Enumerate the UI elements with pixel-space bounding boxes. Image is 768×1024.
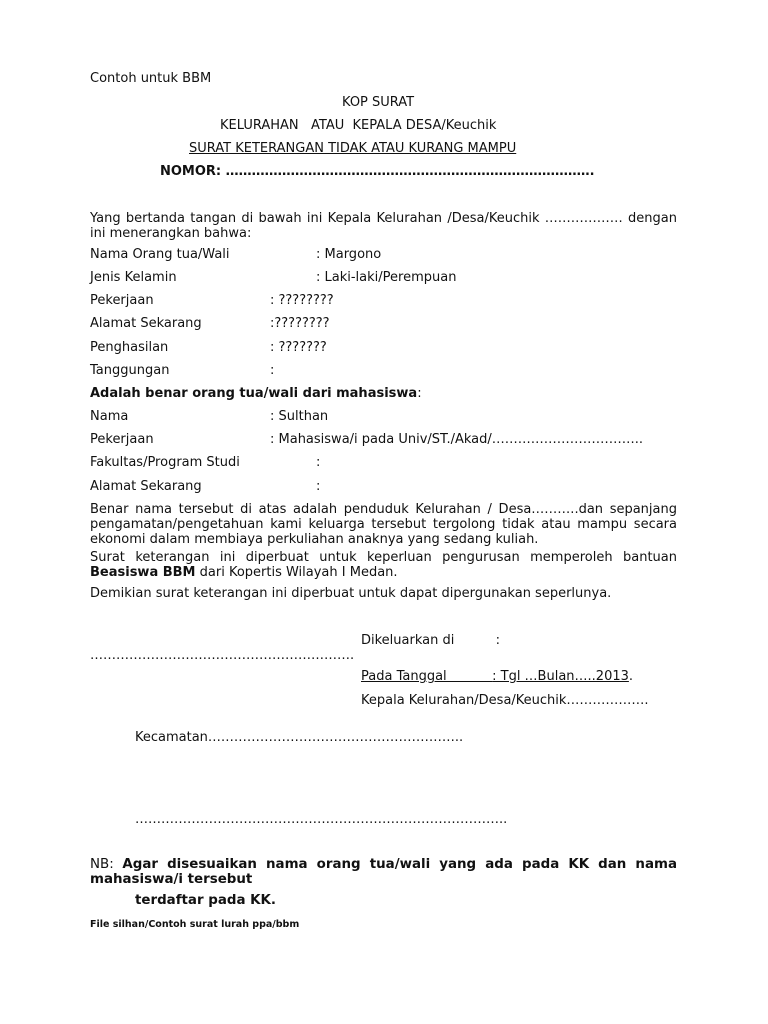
faculty-label: Fakultas/Program Studi (90, 455, 240, 470)
dependents-label: Tanggungan (90, 363, 170, 378)
parent-address-label: Alamat Sekarang (90, 316, 202, 331)
parent-job-value: : ???????? (270, 293, 334, 308)
signatory-title: Kepala Kelurahan/Desa/Keuchik………………. (361, 693, 649, 708)
note-prefix: NB: (90, 857, 123, 872)
kop-surat-title: KOP SURAT (342, 95, 415, 110)
issued-at: Dikeluarkan di : (361, 633, 501, 648)
student-heading-text: Adalah benar orang tua/wali dari mahasiswa (90, 386, 418, 401)
parent-name-value: : Margono (316, 247, 382, 262)
student-job-label: Pekerjaan (90, 432, 154, 447)
note-continuation: terdaftar pada KK. (135, 893, 276, 908)
dependents-value: : (270, 363, 275, 378)
header-note: Contoh untuk BBM (90, 71, 212, 86)
purpose-text-a: Surat keterangan ini diperbuat untuk keperluan pengurusan memperoleh bantuan (90, 550, 677, 565)
document-title: SURAT KETERANGAN TIDAK ATAU KURANG MAMPU (189, 141, 517, 156)
parent-job-label: Pekerjaan (90, 293, 154, 308)
parent-name-label: Nama Orang tua/Wali (90, 247, 230, 262)
student-name-label: Nama (90, 409, 129, 424)
document-number: NOMOR: …………………………………………………………………………. (160, 164, 595, 179)
purpose-text-b: dari Kopertis Wilayah I Medan. (195, 565, 398, 580)
closing-paragraph: Demikian surat keterangan ini diperbuat untuk dapat dipergunakan seperlunya. (90, 586, 612, 601)
issued-date-value: : Tgl …Bulan…..2013 (492, 669, 629, 684)
note-paragraph (90, 857, 677, 887)
income-value: : ??????? (270, 340, 327, 355)
signature-name-line: ………………………………………………………………………….. (135, 812, 508, 827)
kelurahan-heading: KELURAHAN ATAU KEPALA DESA/Keuchik (220, 118, 497, 133)
statement-paragraph: Benar nama tersebut di atas adalah penduduk Kelurahan / Desa………..dan sepanjang pengamatan/pengetahuan kami keluarga tersebut tergolong tidak atau mampu secara ekonomi dalam membiaya perkuliahan anaknya yang sedang kuliah. (90, 502, 677, 547)
purpose-paragraph (90, 550, 677, 580)
student-address-label: Alamat Sekarang (90, 479, 202, 494)
file-path-footer: File silhan/Contoh surat lurah ppa/bbm (90, 919, 300, 930)
gender-value: : Laki-laki/Perempuan (316, 270, 457, 285)
student-address-value: : (316, 479, 321, 494)
issued-date (361, 669, 633, 684)
issued-date-label: Pada Tanggal (361, 669, 493, 684)
faculty-value: : (316, 455, 321, 470)
student-heading-colon: : (417, 386, 422, 401)
district-line: Kecamatan………………………………………………….. (135, 730, 464, 745)
income-label: Penghasilan (90, 340, 169, 355)
issued-at-dots: ……………………………………………………. (90, 648, 355, 663)
student-name-value: : Sulthan (270, 409, 329, 424)
gender-label: Jenis Kelamin (90, 270, 177, 285)
student-heading (90, 386, 422, 401)
parent-address-value: :???????? (270, 316, 330, 331)
scholarship-name: Beasiswa BBM (90, 565, 196, 580)
student-job-value: : Mahasiswa/i pada Univ/ST./Akad/…………………………….. (270, 432, 644, 447)
note-text: Agar disesuaikan nama orang tua/wali yang ada pada KK dan nama mahasiswa/i tersebut (90, 857, 677, 887)
intro-paragraph: Yang bertanda tangan di bawah ini Kepala Kelurahan /Desa/Keuchik ……………… dengan ini menerangkan bahwa: (90, 211, 677, 241)
issued-date-period: . (628, 669, 634, 684)
